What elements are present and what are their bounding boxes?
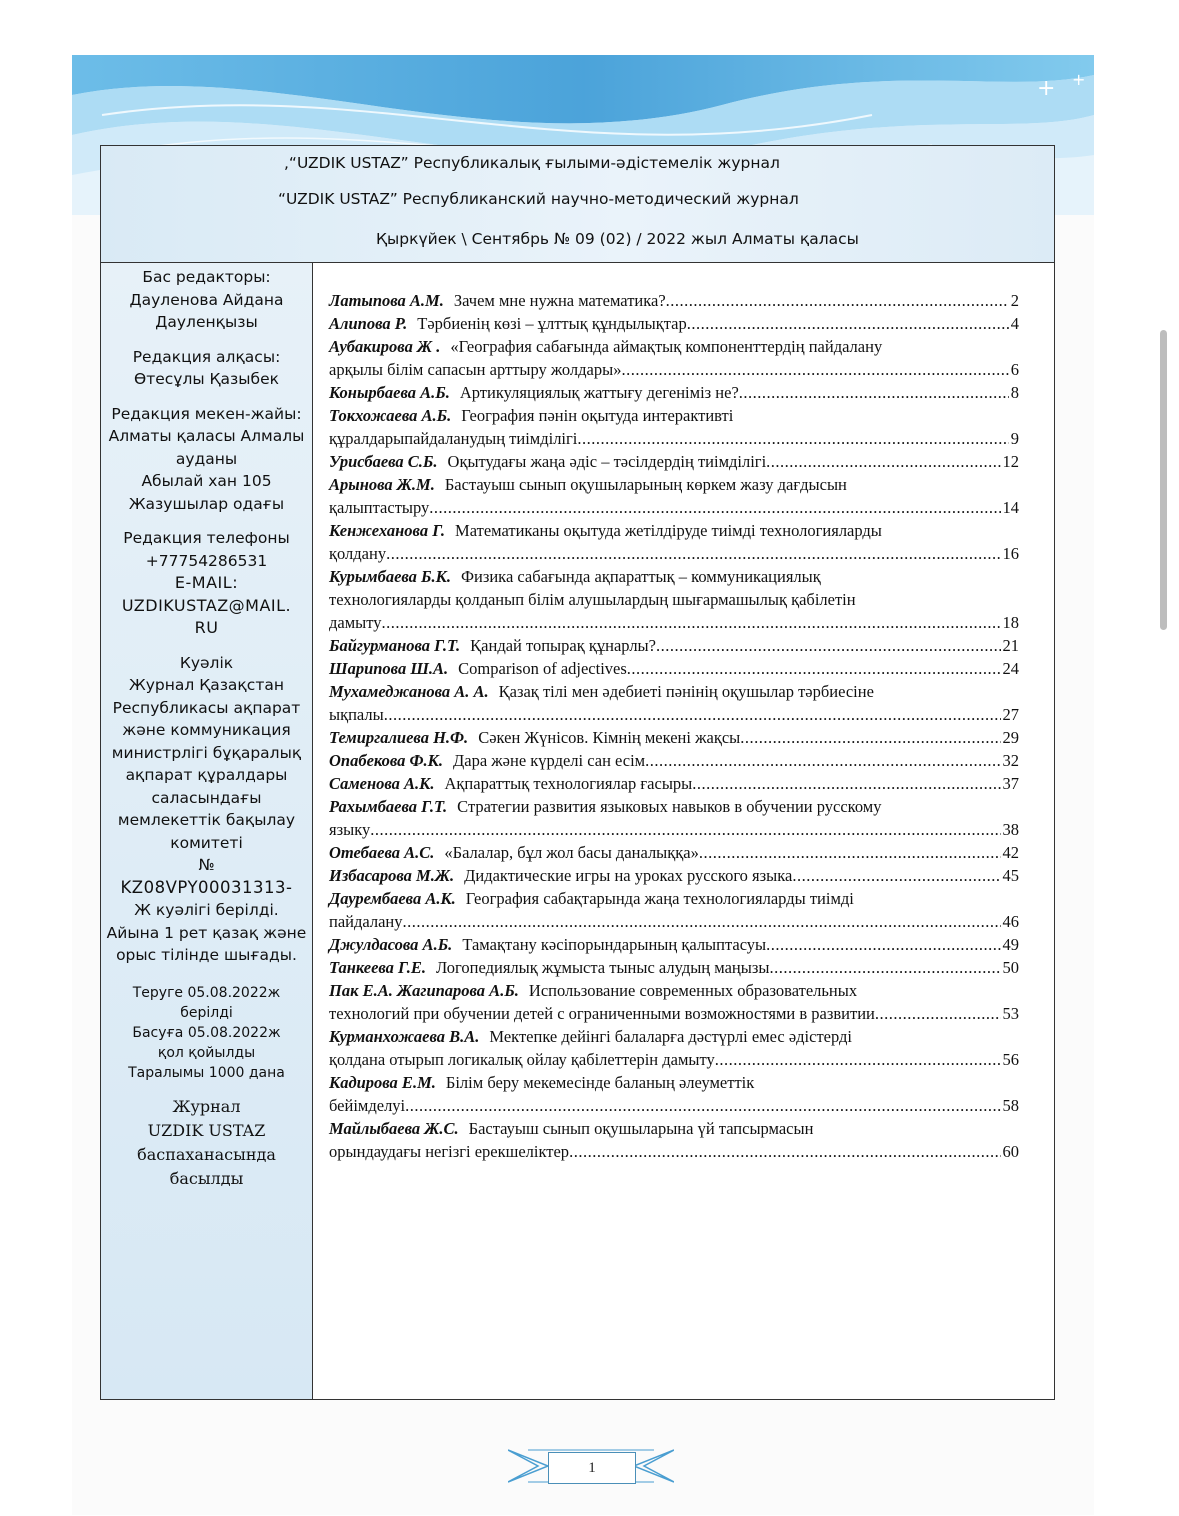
toc-page-number: 21 xyxy=(1002,636,1019,655)
email-address: UZDIKUSTAZ@MAIL. xyxy=(121,595,292,615)
toc-leader-dots xyxy=(429,496,1000,519)
toc-entry xyxy=(329,473,1019,519)
toc-leader-dots xyxy=(792,864,1000,887)
toc-page-number: 45 xyxy=(1002,866,1019,885)
toc-title: «Балалар, бұл жол басы даналыққа» xyxy=(444,843,699,862)
toc-leader-dots xyxy=(405,1094,1000,1117)
circulation: Таралымы 1000 дана xyxy=(128,1064,285,1081)
cert-line: мемлекеттік бақылау xyxy=(117,811,296,829)
table-of-contents xyxy=(329,289,1019,1163)
toc-title: Математиканы оқытуда жетілдіруде тиімді технологияларды xyxy=(455,521,882,540)
editor-patronymic: Дауленқызы xyxy=(155,313,258,331)
toc-leader-dots xyxy=(666,289,1009,312)
toc-entry xyxy=(329,565,1019,634)
toc-title: Использование современных образовательных xyxy=(528,981,858,1000)
toc-entry xyxy=(329,634,1019,657)
toc-entry xyxy=(329,864,1019,887)
toc-title-continued: пайдалану xyxy=(329,912,403,931)
toc-leader-dots xyxy=(403,910,1001,933)
toc-leader-dots xyxy=(627,657,1001,680)
toc-title: Тамақтану кәсіпорындарының қалыптасуы xyxy=(462,935,767,954)
toc-page-number: 53 xyxy=(1002,1004,1019,1023)
toc-author: Избасарова М.Ж. xyxy=(329,866,455,885)
toc-entry xyxy=(329,1025,1019,1071)
frequency-line: Айына 1 рет қазақ және xyxy=(106,923,307,942)
toc-entry xyxy=(329,289,1019,312)
header-title-kz: ,“UZDIK USTAZ” Республикалық ғылыми-әдістемелік журнал xyxy=(284,154,780,172)
toc-title: Сәкен Жүнісов. Кімнің мекені жақсы xyxy=(478,728,741,747)
toc-title: Қазақ тілі мен әдебиеті пәнінің оқушылар тәрбиесіне xyxy=(498,682,874,701)
editorial-sidebar xyxy=(101,263,313,1399)
address-line: ауданы xyxy=(175,449,238,468)
toc-page-number: 58 xyxy=(1002,1096,1019,1115)
toc-author: Шарипова Ш.А. xyxy=(329,659,449,678)
scrollbar[interactable] xyxy=(1160,330,1167,630)
toc-title: География пәнін оқытуда интерактивті xyxy=(461,406,734,425)
toc-page-number: 6 xyxy=(1010,360,1019,379)
toc-author: Майлыбаева Ж.С. xyxy=(329,1119,459,1138)
toc-title-continued: арқылы білім сапасын арттыру жолдары» xyxy=(329,360,622,379)
toc-page-number: 46 xyxy=(1002,912,1019,931)
toc-entry xyxy=(329,1071,1019,1117)
svg-text:+: + xyxy=(1037,76,1056,101)
toc-page-number: 24 xyxy=(1002,659,1019,678)
cert-issued: Ж куәлігі берілді. xyxy=(134,901,279,919)
toc-leader-dots xyxy=(766,933,1000,956)
journal-header xyxy=(101,146,1054,263)
toc-title-continued: бейімделуі xyxy=(329,1096,406,1115)
toc-title-continued: орындаудағы негізгі ерекшеліктер xyxy=(329,1142,570,1161)
toc-leader-dots xyxy=(687,312,1009,335)
toc-entry xyxy=(329,450,1019,473)
address-line: Алматы қаласы Алмалы xyxy=(108,427,305,445)
toc-page-number: 38 xyxy=(1002,820,1019,839)
toc-entry xyxy=(329,335,1019,381)
toc-author: Джулдасова А.Б. xyxy=(329,935,453,954)
board-name: Өтесұлы Қазыбек xyxy=(134,370,279,388)
toc-author: Токхожаева А.Б. xyxy=(329,406,452,425)
toc-entry xyxy=(329,381,1019,404)
toc-title: Ақпараттық технологиялар ғасыры xyxy=(444,774,693,793)
toc-entry xyxy=(329,887,1019,933)
toc-leader-dots xyxy=(386,542,1000,565)
toc-author: Рахымбаева Г.Т. xyxy=(329,797,448,816)
cert-number: KZ08VPY00031313- xyxy=(120,877,293,897)
toc-entry xyxy=(329,726,1019,749)
toc-entry xyxy=(329,749,1019,772)
toc-title-continued: технологий при обучении детей с ограниченными возможностями в развитии xyxy=(329,1004,875,1023)
toc-page-number: 37 xyxy=(1002,774,1019,793)
toc-page-number: 8 xyxy=(1010,383,1019,402)
toc-title: Зачем мне нужна математика? xyxy=(453,291,666,310)
toc-leader-dots xyxy=(692,772,1000,795)
toc-leader-dots xyxy=(656,634,1001,657)
toc-entry xyxy=(329,312,1019,335)
toc-leader-dots xyxy=(875,1002,1001,1025)
toc-author: Отебаева А.С. xyxy=(329,843,435,862)
toc-page-number: 4 xyxy=(1010,314,1019,333)
toc-entry xyxy=(329,519,1019,565)
toc-author: Алипова Р. xyxy=(329,314,408,333)
toc-page-number: 49 xyxy=(1002,935,1019,954)
toc-entry xyxy=(329,404,1019,450)
cert-line: Республикасы ақпарат xyxy=(112,698,301,717)
toc-page-number: 18 xyxy=(1002,613,1019,632)
toc-title-continued: дамыту xyxy=(329,613,382,632)
content-frame xyxy=(100,145,1055,1400)
toc-title: География сабақтарында жаңа технологияларды тиімді xyxy=(465,889,854,908)
cert-line: Куәлік xyxy=(179,653,234,672)
toc-title-continued: технологияларды қолданып білім алушылардың шығармашылық қабілетін xyxy=(329,590,856,609)
toc-leader-dots xyxy=(739,381,1009,404)
toc-title: Қандай топырақ құнарлы? xyxy=(470,636,656,655)
toc-author: Темиргалиева Н.Ф. xyxy=(329,728,469,747)
toc-title: Тәрбиенің көзі – ұлттық құндылықтар xyxy=(417,314,687,333)
toc-leader-dots xyxy=(769,956,1000,979)
toc-author: Мухамеджанова А. А. xyxy=(329,682,489,701)
toc-leader-dots xyxy=(699,841,1001,864)
toc-page-number: 2 xyxy=(1010,291,1019,310)
toc-page-number: 16 xyxy=(1002,544,1019,563)
toc-author: Латыпова А.М. xyxy=(329,291,444,310)
toc-author: Курымбаева Б.К. xyxy=(329,567,451,586)
toc-entry xyxy=(329,1117,1019,1163)
toc-title: Артикуляциялық жаттығу дегеніміз не? xyxy=(459,383,739,402)
toc-leader-dots xyxy=(715,1048,1001,1071)
toc-entry xyxy=(329,956,1019,979)
toc-entry xyxy=(329,841,1019,864)
toc-author: Байгурманова Г.Т. xyxy=(329,636,461,655)
toc-author: Пак Е.А. Жагипарова А.Б. xyxy=(329,981,519,1000)
toc-page-number: 42 xyxy=(1002,843,1019,862)
toc-page-number: 50 xyxy=(1002,958,1019,977)
toc-title-continued: языку xyxy=(329,820,371,839)
board-label: Редакция алқасы: xyxy=(132,347,281,366)
toc-author: Танкеева Г.Е. xyxy=(329,958,427,977)
toc-page-number: 14 xyxy=(1002,498,1019,517)
editor-label: Бас редакторы: xyxy=(142,268,271,286)
toc-page-number: 60 xyxy=(1002,1142,1019,1161)
toc-author: Кенжеханова Г. xyxy=(329,521,446,540)
toc-leader-dots xyxy=(577,427,1008,450)
toc-entry xyxy=(329,979,1019,1025)
header-issue: Қыркүйек \ Сентябрь № 09 (02) / 2022 жыл Алматы қаласы xyxy=(376,230,859,248)
toc-author: Урисбаева С.Б. xyxy=(329,452,438,471)
frequency-line: орыс тілінде шығады. xyxy=(116,946,297,964)
toc-title: Логопедиялық жұмыста тыныс алудың маңызы xyxy=(436,958,770,977)
print-line: Теруге 05.08.2022ж xyxy=(132,984,281,1001)
toc-title: Дара және күрделі сан есім xyxy=(453,751,646,770)
toc-leader-dots xyxy=(384,703,1001,726)
cert-line: министрлігі бұқаралық xyxy=(111,743,302,762)
toc-title: Бастауыш сынып оқушыларына үй тапсырмасын xyxy=(468,1119,814,1138)
toc-title-continued: қалыптастыру xyxy=(329,498,430,517)
toc-title-continued: қолдану xyxy=(329,544,387,563)
toc-page-number: 56 xyxy=(1002,1050,1019,1069)
toc-title: Білім беру мекемесінде баланың әлеуметтік xyxy=(445,1073,755,1092)
publisher-line: Журнал xyxy=(172,1096,241,1116)
toc-leader-dots xyxy=(370,818,1000,841)
email-address-end: RU xyxy=(194,618,219,637)
toc-leader-dots xyxy=(766,450,1000,473)
publisher-line: басылды xyxy=(169,1168,244,1188)
email-label: E-MAIL: xyxy=(174,573,239,592)
address-line: Абылай хан 105 xyxy=(141,472,272,490)
header-title-ru: “UZDIK USTAZ” Республиканский научно-методический журнал xyxy=(278,190,799,208)
toc-author: Кадирова Е.М. xyxy=(329,1073,436,1092)
toc-page-number: 29 xyxy=(1002,728,1019,747)
publisher-name: UZDIK USTAZ xyxy=(147,1120,266,1140)
toc-title-continued: қолдана отырып логикалық ойлау қабілеттерін дамыту xyxy=(329,1050,715,1069)
toc-leader-dots xyxy=(382,611,1001,634)
toc-author: Арынова Ж.М. xyxy=(329,475,435,494)
print-line: берілді xyxy=(180,1004,233,1021)
toc-title-continued: құралдарыпайдаланудың тиімділігі xyxy=(329,429,578,448)
page-number: 1 xyxy=(548,1452,636,1484)
toc-page-number: 12 xyxy=(1002,452,1019,471)
toc-author: Курманхожаева В.А. xyxy=(329,1027,480,1046)
print-line: қол қойылды xyxy=(157,1044,256,1061)
phone-number: +77754286531 xyxy=(145,551,268,570)
toc-title: «География сабағында аймақтық компоненттердің пайдалану xyxy=(450,337,883,356)
toc-leader-dots xyxy=(569,1140,1000,1163)
toc-title-continued: ықпалы xyxy=(329,705,384,724)
toc-page-number: 32 xyxy=(1002,751,1019,770)
cert-line: № xyxy=(198,856,215,874)
toc-title: Comparison of adjectives xyxy=(458,659,627,678)
editor-name: Дауленова Айдана xyxy=(129,290,284,309)
toc-author: Аубакирова Ж . xyxy=(329,337,441,356)
phone-label: Редакция телефоны xyxy=(123,529,290,547)
toc-author: Саменова А.К. xyxy=(329,774,435,793)
toc-entry xyxy=(329,680,1019,726)
address-label: Редакция мекен-жайы: xyxy=(111,404,302,423)
toc-title: Стратегии развития языковых навыков в обучении русскому xyxy=(457,797,882,816)
toc-title: Оқытудағы жаңа әдіс – тәсілдердің тиімділігі xyxy=(447,452,767,471)
toc-title: Бастауыш сынып оқушыларының көркем жазу дағдысын xyxy=(444,475,847,494)
toc-entry xyxy=(329,657,1019,680)
svg-text:+: + xyxy=(1072,70,1086,89)
toc-leader-dots xyxy=(740,726,1000,749)
cert-line: комитеті xyxy=(170,833,243,852)
toc-entry xyxy=(329,772,1019,795)
toc-page-number: 9 xyxy=(1010,429,1019,448)
toc-author: Конырбаева А.Б. xyxy=(329,383,450,402)
cert-line: Журнал Қазақстан xyxy=(129,676,284,694)
publisher-line: баспаханасында xyxy=(137,1144,276,1164)
toc-author: Опабекова Ф.К. xyxy=(329,751,443,770)
cert-line: саласындағы xyxy=(151,788,262,807)
address-line: Жазушылар одағы xyxy=(128,494,285,513)
toc-entry xyxy=(329,933,1019,956)
print-line: Басуға 05.08.2022ж xyxy=(132,1024,281,1041)
toc-page-number: 27 xyxy=(1002,705,1019,724)
cert-line: және коммуникация xyxy=(122,721,291,739)
toc-author: Даурембаева А.К. xyxy=(329,889,456,908)
toc-title: Мектепке дейінгі балаларға дәстүрлі емес әдістерді xyxy=(489,1027,852,1046)
toc-leader-dots xyxy=(621,358,1008,381)
cert-line: ақпарат құралдары xyxy=(125,766,288,784)
toc-leader-dots xyxy=(645,749,1000,772)
toc-title: Дидактические игры на уроках русского языка xyxy=(464,866,793,885)
toc-entry xyxy=(329,795,1019,841)
toc-title: Физика сабағында ақпараттық – коммуникациялық xyxy=(460,567,821,586)
